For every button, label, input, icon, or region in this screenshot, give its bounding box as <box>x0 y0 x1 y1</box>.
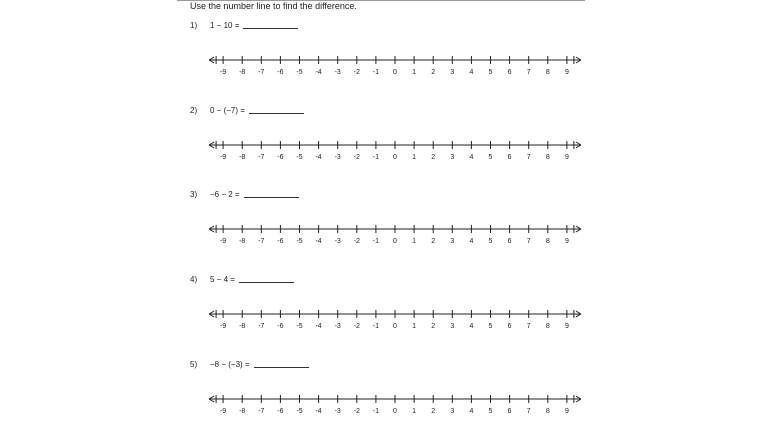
number-line <box>0 135 768 167</box>
problem-expression: −8 − (−3) = <box>210 360 250 369</box>
tick-label: -8 <box>239 408 246 415</box>
instruction-text: Use the number line to find the difference. <box>190 1 357 11</box>
tick-label: -8 <box>239 69 246 76</box>
problem-expression: 1 − 10 = <box>210 21 240 30</box>
tick-label: 8 <box>545 154 550 161</box>
tick-label: 3 <box>450 323 455 330</box>
tick-label: -1 <box>372 238 380 245</box>
tick-label: -7 <box>258 238 265 245</box>
tick-label: 0 <box>393 408 397 415</box>
tick-label: -1 <box>372 323 380 330</box>
tick-label: -3 <box>334 408 341 415</box>
tick-label: -7 <box>258 154 265 161</box>
tick-label: -3 <box>334 238 341 245</box>
answer-blank[interactable] <box>254 367 309 368</box>
problem-3 <box>190 190 299 199</box>
tick-label: 4 <box>469 238 474 245</box>
tick-label: 2 <box>431 69 436 76</box>
tick-label: -7 <box>258 323 265 330</box>
answer-blank[interactable] <box>244 197 299 198</box>
tick-label: 4 <box>469 69 474 76</box>
tick-label: -5 <box>296 408 303 415</box>
tick-label: -3 <box>334 69 341 76</box>
tick-label: 5 <box>488 323 493 330</box>
number-line <box>0 304 768 336</box>
tick-label: -3 <box>334 323 341 330</box>
number-line <box>0 389 768 421</box>
tick-label: 0 <box>393 238 397 245</box>
problem-expression: 0 − (−7) = <box>210 106 245 115</box>
tick-label: 4 <box>469 323 474 330</box>
tick-label: -4 <box>315 408 322 415</box>
tick-label: 5 <box>488 408 493 415</box>
tick-label: -9 <box>219 408 227 415</box>
tick-label: 1 <box>412 323 417 330</box>
tick-label: 7 <box>526 408 531 415</box>
problem-2 <box>190 106 304 115</box>
problem-number: 2) <box>190 106 198 115</box>
tick-label: -4 <box>315 323 322 330</box>
tick-label: -2 <box>353 154 360 161</box>
tick-label: -9 <box>219 238 227 245</box>
tick-label: -6 <box>277 408 284 415</box>
answer-blank[interactable] <box>243 28 298 29</box>
tick-label: -2 <box>353 238 360 245</box>
tick-label: -6 <box>277 323 284 330</box>
tick-label: -4 <box>315 154 322 161</box>
tick-label: 1 <box>412 408 417 415</box>
problem-number: 3) <box>190 190 198 199</box>
tick-label: 8 <box>545 69 550 76</box>
problem-expression: 5 − 4 = <box>210 275 235 284</box>
tick-label: -1 <box>372 408 380 415</box>
answer-blank[interactable] <box>249 113 304 114</box>
tick-label: 5 <box>488 154 493 161</box>
tick-label: 9 <box>564 238 569 245</box>
tick-label: -1 <box>372 154 380 161</box>
tick-label: 2 <box>431 323 436 330</box>
tick-label: 7 <box>526 238 531 245</box>
tick-label: 1 <box>412 154 417 161</box>
tick-label: 8 <box>545 323 550 330</box>
tick-label: -2 <box>353 323 360 330</box>
tick-label: -2 <box>353 69 360 76</box>
tick-label: 5 <box>488 69 493 76</box>
tick-label: 0 <box>393 69 397 76</box>
problem-number: 5) <box>190 360 198 369</box>
tick-label: -3 <box>334 154 341 161</box>
problem-expression: −6 − 2 = <box>210 190 240 199</box>
tick-label: -8 <box>239 238 246 245</box>
tick-label: 1 <box>412 69 417 76</box>
tick-label: 0 <box>393 154 397 161</box>
tick-label: 4 <box>469 154 474 161</box>
tick-label: -2 <box>353 408 360 415</box>
tick-label: 2 <box>431 238 436 245</box>
tick-label: -1 <box>372 69 380 76</box>
tick-label: -7 <box>258 408 265 415</box>
tick-label: 6 <box>507 238 512 245</box>
number-line <box>0 219 768 251</box>
tick-label: 5 <box>488 238 493 245</box>
problem-number: 1) <box>190 21 198 30</box>
tick-label: 9 <box>564 323 569 330</box>
tick-label: 2 <box>431 154 436 161</box>
number-line <box>0 50 768 82</box>
tick-label: -4 <box>315 69 322 76</box>
problem-5 <box>190 360 309 369</box>
problem-4 <box>190 275 294 284</box>
tick-label: 6 <box>507 408 512 415</box>
problem-number: 4) <box>190 275 198 284</box>
tick-label: 8 <box>545 238 550 245</box>
tick-label: 7 <box>526 154 531 161</box>
tick-label: 9 <box>564 154 569 161</box>
tick-label: -9 <box>219 154 227 161</box>
tick-label: 3 <box>450 408 455 415</box>
tick-label: -5 <box>296 69 303 76</box>
tick-label: -8 <box>239 154 246 161</box>
tick-label: 1 <box>412 238 417 245</box>
tick-label: 2 <box>431 408 436 415</box>
tick-label: 3 <box>450 69 455 76</box>
tick-label: 6 <box>507 154 512 161</box>
tick-label: 7 <box>526 323 531 330</box>
tick-label: 3 <box>450 154 455 161</box>
tick-label: -6 <box>277 238 284 245</box>
tick-label: -9 <box>219 69 227 76</box>
tick-label: 3 <box>450 238 455 245</box>
tick-label: -5 <box>296 323 303 330</box>
tick-label: -5 <box>296 238 303 245</box>
tick-label: -7 <box>258 69 265 76</box>
tick-label: -8 <box>239 323 246 330</box>
tick-label: 7 <box>526 69 531 76</box>
tick-label: 9 <box>564 69 569 76</box>
tick-label: 9 <box>564 408 569 415</box>
tick-label: -5 <box>296 154 303 161</box>
tick-label: -9 <box>219 323 227 330</box>
problem-1 <box>190 21 298 30</box>
answer-blank[interactable] <box>239 282 294 283</box>
tick-label: 8 <box>545 408 550 415</box>
tick-label: 6 <box>507 323 512 330</box>
tick-label: -6 <box>277 154 284 161</box>
tick-label: 4 <box>469 408 474 415</box>
tick-label: 0 <box>393 323 397 330</box>
tick-label: -6 <box>277 69 284 76</box>
tick-label: 6 <box>507 69 512 76</box>
tick-label: -4 <box>315 238 322 245</box>
